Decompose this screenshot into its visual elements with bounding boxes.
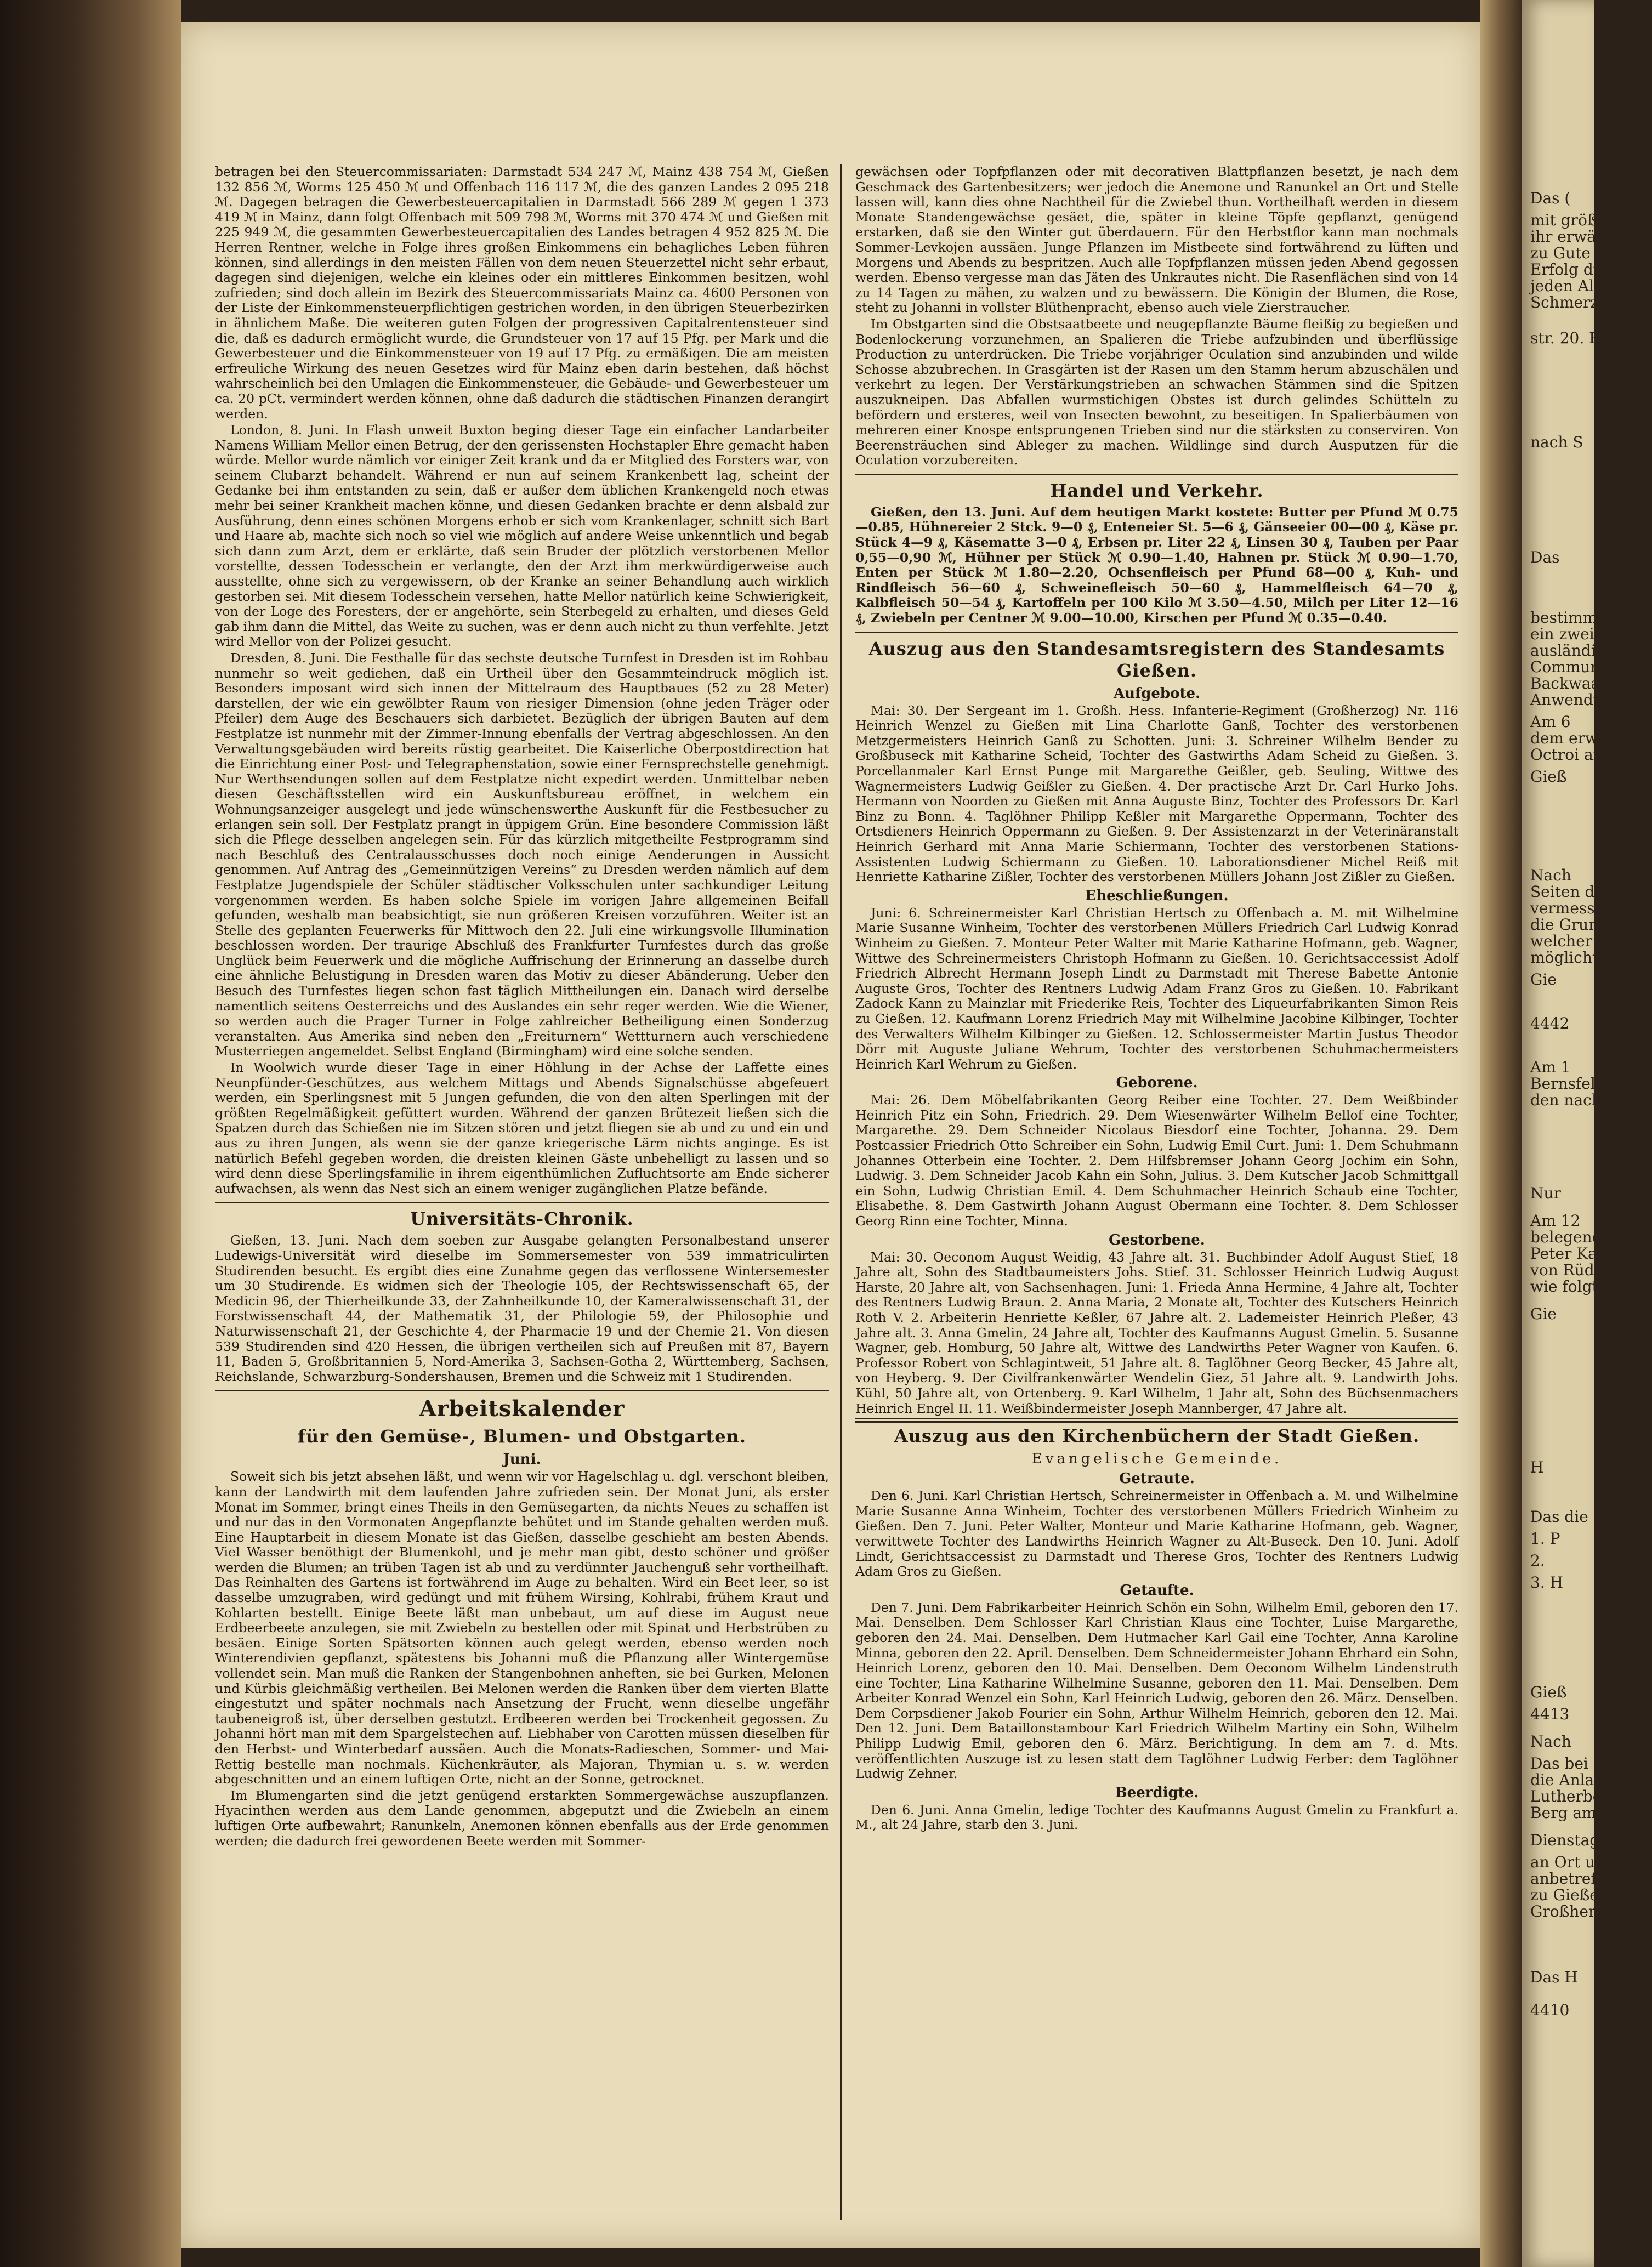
- eheschliessungen-text: Juni: 6. Schreinermeister Karl Christian Hertsch zu Offenbach a. M. mit Wilhelmine Marie Susanne Winheim, Tochter des verstorbenen Müllers Friedrich Carl Ludwig Konrad Winheim zu Gießen. 7. Monteur Peter Walter mit Marie Katharine Hofmann, geb. Wagner, Wittwe des Schreinermeisters Christoph Hofmann zu Gießen. 10. Gerichtsaccessist Adolf Friedrich Albrecht Hermann Joseph Lindt zu Darmstadt mit Therese Babette Antonie Auguste Gros, Tochter des Rentners Ludwig Adam Franz Gros zu Gießen. 10. Fabrikant Zadock Kann zu Mainzlar mit Friederike Reis, Tochter des Liqueurfabrikanten Simon Reis zu Gießen. 12. Kaufmann Lorenz Friedrich May mit Wilhelmine Jacobine Kilbinger, Tochter des Verwalters Wilhelm Kilbinger zu Gießen. 12. Schlossermeister Martin Justus Theodor Dörr mit Auguste Juliane Wehrum, Tochter des verstorbenen Schuhmachermeisters Heinrich Karl Wehrum zu Gießen.: [855, 905, 1458, 1072]
- geborene-text: Mai: 26. Dem Möbelfabrikanten Georg Reiber eine Tochter. 27. Dem Weißbinder Heinrich Pitz ein Sohn, Friedrich. 29. Dem Wiesenwärter Wilhelm Bellof eine Tochter, Margarethe. 29. Dem Schneider Nicolaus Biesdorf eine Tochter, Johanna. 29. Dem Postcassier Friedrich Otto Schreiber ein Sohn, Ludwig Emil Curt. Juni: 1. Dem Schuhmann Johannes Otterbein eine Tochter. 2. Dem Hilfsbremser Johann Georg Jochim ein Sohn, Ludwig. 3. Dem Schneider Jacob Kahn ein Sohn, Julius. 3. Dem Kutscher Jacob Schmittgall ein Sohn, Ludwig Christian Emil. 4. Dem Schuhmacher Heinrich Schaub eine Tochter, Elisabethe. 8. Dem Gastwirth Johann August Obermann eine Tochter. 8. Dem Schlosser Georg Rinn eine Tochter, Minna.: [855, 1092, 1458, 1229]
- adjacent-page-fragment: den nachverze: [1530, 1091, 1644, 1109]
- eheschliessungen-heading: Eheschließungen.: [1085, 887, 1229, 904]
- adjacent-page-fragment: 4413: [1530, 1705, 1570, 1723]
- markt-preise: Gießen, den 13. Juni. Auf dem heutigen Markt kostete: Butter per Pfund ℳ 0.75—0.85, Hühnereier 2 Stck. 9—0 ₰, Enteneier St. 5—6 ₰, Gänseeier 00—00 ₰, Käse pr. Stück 4—9 ₰, Käsematte 3—0 ₰, Erbsen pr. Liter 22 ₰, Linsen 30 ₰, Tauben per Paar 0,55—0,90 ℳ, Hühner per Stück ℳ 0.90—1.40, Hahnen pr. Stück ℳ 0.90—1.70, Enten per Stück ℳ 1.80—2.20, Ochsenfleisch per Pfund 68—00 ₰, Kuh- und Rindfleisch 56—60 ₰, Schweinefleisch 50—60 ₰, Hammelfleisch 64—70 ₰, Kalbfleisch 50—54 ₰, Kartoffeln per 100 Kilo ℳ 3.50—4.50, Milch per Liter 12—16 ₰, Zwiebeln per Centner ℳ 9.00—10.00, Kirschen per Pfund ℳ 0.35—0.40.: [855, 504, 1458, 626]
- adjacent-page-fragment: Bernsfeld wo: [1530, 1075, 1633, 1093]
- adjacent-page-fragment: Schmerz des: [1530, 293, 1630, 311]
- adjacent-page-fragment: an Ort und: [1530, 1853, 1615, 1871]
- adjacent-page-fragment: str. 20. P: [1530, 329, 1599, 347]
- adjacent-page-fragment: 4410: [1530, 2001, 1570, 2019]
- getaufte-text: Den 7. Juni. Dem Fabrikarbeiter Heinrich Schön ein Sohn, Wilhelm Emil, geboren den 17. Mai. Denselben. Dem Schlosser Karl Christian Klaus eine Tochter, Luise Margarethe, geboren den 24. Mai. Denselben. Dem Hutmacher Karl Gail eine Tochter, Anna Karoline Minna, geboren den 22. April. Denselben. Dem Schneidermeister Johann Ehrhard ein Sohn, Heinrich Lorenz, geboren den 10. Mai. Denselben. Dem Oeconom Wilhelm Lindenstruth eine Tochter, Lina Katharine Wilhelmine Susanne, geboren den 11. Mai. Denselben. Dem Arbeiter Konrad Wenzel ein Sohn, Karl Heinrich Ludwig, geboren den 26. März. Denselben. Dem Corpsdiener Jakob Fourier ein Sohn, Arthur Wilhelm Heinrich, geboren den 12. Mai. Den 12. Juni. Dem Bataillonstambour Karl Friedrich Wilhelm Martiny ein Sohn, Wilhelm Philipp Ludwig Emil, geboren den 6. März. Berichtigung. In dem am 7. d. Mts. veröffentlichten Auszuge ist zu lesen statt dem Taglöhner Ludwig Ferber: dem Taglöhner Ludwig Zehner.: [855, 1599, 1458, 1782]
- adjacent-page-fragment: Gie: [1530, 1305, 1557, 1323]
- arbeitskalender-heading: Arbeitskalender: [419, 1396, 625, 1422]
- geborene-heading: Geborene.: [1116, 1075, 1198, 1092]
- gestorbene-heading: Gestorbene.: [1109, 1231, 1205, 1248]
- adjacent-page-fragment: nach S: [1530, 433, 1583, 451]
- adjacent-page-fragment: Erfolg durch: [1530, 260, 1629, 279]
- left-column: [215, 164, 829, 1850]
- adjacent-page-fragment: Großherzogl: [1530, 1902, 1628, 1921]
- adjacent-page-fragment: Anwendung: [1530, 691, 1623, 709]
- standesamt-heading: Auszug aus den Standesamtsregistern des Standesamts Gießen.: [868, 638, 1445, 681]
- beerdigte-heading: Beerdigte.: [1115, 1784, 1199, 1801]
- gestorbene-text: Mai: 30. Oeconom August Weidig, 43 Jahre alt. 31. Buchbinder Adolf August Stief, 18 Jahre alt, Sohn des Stadtbaumeisters Johs. Stief. 31. Schlosser Heinrich Ludwig August Harste, 20 Jahre alt, von Sachsenhagen. Juni: 1. Frieda Anna Hermine, 4 Jahre alt, Tochter des Rentners Ludwig Braun. 2. Anna Maria, 2 Monate alt, Tochter des Kutschers Heinrich Roth V. 2. Arbeiterin Henriette Keßler, 67 Jahre alt. 2. Lademeister Heinrich Pleßer, 43 Jahre alt. 3. Anna Gmelin, 24 Jahre alt, Tochter des Kaufmanns August Gmelin. 5. Susanne Wagner, geb. Homburg, 50 Jahre alt, Wittwe des Landwirths Peter Wagner von Kaufen. 6. Professor Robert von Schlagintweit, 51 Jahre alt. 8. Taglöhner Georg Becker, 45 Jahre alt, von Heyberg. 9. Der Civilfrankenwärter Wendelin Giez, 51 Jahre alt. 9. Landwirth Johs. Kühl, 50 Jahre alt, von Ortenberg. 9. Karl Wilhelm, 1 Jahr alt, Sohn des Büchsenmachers Heinrich Engel II. 11. Weißbindermeister Joseph Mannberger, 47 Jahre alt.: [855, 1249, 1458, 1416]
- arbeitskalender-text-2: Im Blumengarten sind die jetzt genügend erstarkten Sommergewächse auszupflanzen. Hyacinthen werden aus dem Lande genommen, abgeputzt und die Zwiebeln an einem luftigen Orte aufbewahrt; Ranunkeln, Anemonen können ebenfalls aus der Erde genommen werden; die dadurch frei gewordenen Beete werden mit Sommer-: [215, 1787, 829, 1849]
- adjacent-page-fragment: belegenen Fe: [1530, 1228, 1635, 1246]
- evangelische-gemeinde-heading: Evangelische Gemeinde.: [1031, 1451, 1282, 1468]
- woolwich-article: In Woolwich wurde dieser Tage in einer Höhlung in der Achse der Laffette eines Neunpfünder-Geschützes, aus welchem Mittags und Abends Signalschüsse abgefeuert werden, ein Sperlingsnest mit 5 Jungen gefunden, die von den alten Sperlingen mit der größten Regelmäßigkeit gefüttert wurden. Während der ganzen Brütezeit ließen sich die Spatzen durch das Schießen nie im Sitzen stören und jetzt fliegen sie ab und zu und ein und aus zu ihren Jungen, als wenn sie der ganze kriegerische Lärm nichts anginge. Es ist natürlich Befehl gegeben worden, die dreisten kleinen Gäste unbehelligt zu lassen und so wird denn diese Sperlingsfamilie in ihrem eigenthümlichen Zufluchtsorte am Ende sicherer aufwachsen, als wenn das Nest sich an einem weniger zugänglichen Platze befände.: [215, 1060, 829, 1196]
- adjacent-page-fragment: Am 6: [1530, 713, 1571, 731]
- adjacent-page-fragment: Backwaaren,: [1530, 674, 1632, 692]
- adjacent-page-fragment: 4442: [1530, 1014, 1570, 1032]
- adjacent-page-fragment: Am 1: [1530, 1058, 1571, 1076]
- garden-continuation: gewächsen oder Topfpflanzen oder mit decorativen Blattpflanzen besetzt, je nach dem Geschmack des Gartenbesitzers; wer jedoch die Anemone und Ranunkel an Ort und Stelle lassen will, kann dies ohne Nachtheil für die Zwiebel thun. Vortheilhaft werden in diesem Monate Standengewächse gesäet, die, später in kleine Töpfe gepflanzt, genügend erstarken, daß sie den Winter gut überdauern. Für den Herbstflor kann man nochmals Sommer-Levkojen aussäen. Junge Pflanzen im Mistbeete sind fortwährend zu lüften und Morgens und Abends zu bespritzen. Auch alle Topfpflanzen müssen jeden Abend gegossen werden. Ebenso vergesse man das Jäten des Unkrautes nicht. Die Rasenflächen sind von 14 zu 14 Tagen zu mähen, zu walzen und zu bewässern. Die Königin der Blumen, die Rose, steht zu Johanni in vollster Blüthenpracht, ebenso auch viele Zierstraucher.: [855, 164, 1458, 316]
- section-rule: [215, 1202, 829, 1203]
- right-column: [855, 164, 1458, 1834]
- adjacent-page-fragment: Berg am De: [1530, 1804, 1623, 1822]
- adjacent-page-fragment: möglicht er: [1530, 948, 1620, 967]
- adjacent-page-fragment: Das die: [1530, 1508, 1588, 1526]
- section-rule: [855, 1418, 1458, 1419]
- adjacent-page-fragment: vermessungs: [1530, 899, 1632, 917]
- adjacent-page-fragment: Seiten des: [1530, 883, 1612, 901]
- adjacent-page-fragment: Lutherberg,: [1530, 1787, 1624, 1805]
- universitaets-chronik-heading: Universitäts-Chronik.: [410, 1208, 634, 1230]
- universitaets-chronik-text: Gießen, 13. Juni. Nach dem soeben zur Ausgabe gelangten Personalbestand unserer Ludewigs-Universität wird dieselbe im Sommersemester von 539 immatriculirten Studirenden besucht. Es ergibt dies eine Zunahme gegen das verflossene Wintersemester um 30 Studirende. Es widmen sich der Theologie 105, der Rechtswissenschaft 65, der Medicin 96, der Thierheilkunde 33, der Zahnheilkunde 10, der Kameralwissenschaft 31, der Forstwissenschaft 44, der Mathematik 31, der Philologie 59, der Philosophie und Naturwissenschaft 21, der Geschichte 4, der Pharmacie 19 und der Chemie 21. Von diesen 539 Studirenden sind 420 Hessen, die übrigen vertheilen sich auf Preußen mit 87, Bayern 11, Baden 5, Großbritannien 5, Nord-Amerika 3, Sachsen-Gotha 2, Württemberg, Sachsen, Reichslande, Schwarzburg-Sondershausen, Bremen und die Schweiz mit 1 Studirenden.: [215, 1232, 829, 1384]
- adjacent-page-fragment: Das: [1530, 548, 1560, 566]
- section-rule: [855, 474, 1458, 475]
- adjacent-page-fragment: die Grund: [1530, 916, 1609, 934]
- arbeitskalender-month: Juni.: [503, 1451, 541, 1468]
- adjacent-page-fragment: Dienstag: [1530, 1831, 1600, 1849]
- adjacent-page-fragment: bestimmt, be: [1530, 609, 1632, 627]
- adjacent-page-fragment: Das H: [1530, 1968, 1578, 1986]
- adjacent-page-fragment: Nach: [1530, 866, 1571, 884]
- adjacent-page-fragment: Nach: [1530, 1732, 1571, 1751]
- adjacent-page-fragment: ausländischen: [1530, 641, 1642, 660]
- adjacent-page-fragment: mit größter: [1530, 211, 1620, 229]
- adjacent-page-edge: [1522, 0, 1652, 2267]
- getraute-text: Den 6. Juni. Karl Christian Hertsch, Schreinermeister in Offenbach a. M. und Wilhelmine Marie Susanne Anna Winheim, Tochter des verstorbenen Müllers Friedrich Winheim zu Gießen. Den 7. Juni. Peter Walter, Monteur und Marie Katharine Hofmann, geb. Wagner, verwittwete Tochter des Landwirths Heinrich Wagner zu Alt-Buseck. Den 10. Juni. Adolf Lindt, Gerichtsaccessist zu Darmstadt und Therese Gros, Tochter des Rentners Ludwig Adam Gros zu Gießen.: [855, 1488, 1458, 1579]
- getraute-heading: Getraute.: [1119, 1470, 1195, 1487]
- obstgarten-text: Im Obstgarten sind die Obstsaatbeete und neugepflanzte Bäume fleißig zu begießen und Bodenlockerung vorzunehmen, an Spalieren die Triebe aufzubinden und überflüssige Production zu unterdrücken. Die Triebe vorjähriger Oculation sind anzubinden und wilde Schosse abzubrechen. In Grasgärten ist der Rasen um den Stamm herum abzuschälen und verkehrt zu legen. Der Verstärkungstrieben an schwachen Stämmen sind die Spitzen auszukneipen. Das Abfallen wurmstichigen Obstes ist durch gelindes Schütteln zu befördern und ersteres, weil von Insecten bewohnt, zu beseitigen. In Spalierbäumen von mehreren einer Knospe entsprungenen Trieben sind nur die stärksten zu conserviren. Von Beerensträuchen sind Ableger zu machen. Wildlinge sind durch Ausputzen für die Oculation vorzubereiten.: [855, 316, 1458, 468]
- adjacent-page-fragment: zu Gute gek: [1530, 244, 1624, 262]
- section-rule: [215, 1390, 829, 1391]
- arbeitskalender-text-1: Soweit sich bis jetzt absehen läßt, und wenn wir vor Hagelschlag u. dgl. verschont bleiben, kann der Landwirth mit dem laufenden Jahre zufrieden sein. Der Monat Juni, als erster Monat im Sommer, bringt eines Theils in den Gemüsegarten, da nichts Neues zu schaffen ist und nur das in den Vormonaten Angepflanzte behütet und im Stande gehalten werden muß. Eine Hauptarbeit in diesem Monate ist das Gießen, dasselbe geschieht am besten Abends. Viel Wasser benöthigt der Blumenkohl, und je mehr man gibt, desto schöner und größer werden die Blumen; an trüben Tagen ist ab und zu verdünnter Jauchenguß sehr vortheilhaft. Das Reinhalten des Gartens ist fortwährend im Auge zu behalten. Wird ein Beet leer, so ist dasselbe umzugraben, wird gedüngt und mit frühem Wirsing, Kohlrabi, frühem Kraut und Kohlarten bestellt. Einige Beete läßt man unbebaut, um auf diese im August neue Erdbeerbeete anzulegen, sie mit Zwiebeln zu bestellen oder mit Spinat und Herbstrüben zu besäen. Einige Sorten Spätsorten können auch gelegt werden, ebenso werden noch Winterendivien gepflanzt, spätestens bis Johanni muß die Pflanzung aller Wintergemüse vollendet sein. Man muß die Ranken der Stangenbohnen anheften, sie bei Gurken, Melonen und Kürbis gleichmäßig vertheilen. Bei Melonen werden die Ranken über dem vierten Blatte eingestutzt und später nochmals nach Ansetzung der Frucht, wenn dieselbe ungefähr taubeneigroß ist, über derselben gestutzt. Erdbeeren werden bei Trockenheit gegossen. Zu Johanni hört man mit dem Spargelstechen auf. Liebhaber von Carotten müssen dieselben für den Herbst- und Winterbedarf aussäen. Auch die Monats-Radieschen, Sommer- und Mai-Rettig bestelle man nochmals. Küchenkräuter, als Majoran, Thymian u. s. w. werden abgeschnitten und an einem luftigen Orte, nicht an der Sonne, getrocknet.: [215, 1469, 829, 1787]
- adjacent-page-fragment: H: [1530, 1458, 1544, 1476]
- column-divider: [840, 164, 842, 2220]
- adjacent-page-fragment: ihr erwähnt: [1530, 228, 1622, 246]
- adjacent-page-fragment: zu Gießen: [1530, 1886, 1609, 1904]
- adjacent-page-fragment: von Rüddin: [1530, 1261, 1619, 1279]
- adjacent-page-fragment: welcher Ein: [1530, 932, 1623, 950]
- page-gutter: [1480, 0, 1522, 2267]
- adjacent-page-fragment: Gieß: [1530, 768, 1567, 786]
- beerdigte-text: Den 6. Juni. Anna Gmelin, ledige Tochter des Kaufmanns August Gmelin zu Frankfurt a. M., alt 24 Jahre, starb den 3. Juni.: [855, 1802, 1458, 1833]
- adjacent-page-fragment: dem erwähnten: [1530, 729, 1652, 747]
- adjacent-page-fragment: Gie: [1530, 970, 1557, 988]
- adjacent-page-fragment: wie folgt ke: [1530, 1277, 1622, 1296]
- adjacent-page-fragment: Das bei: [1530, 1754, 1588, 1772]
- adjacent-page-fragment: Nur: [1530, 1184, 1561, 1202]
- adjacent-page-fragment: Communen: [1530, 658, 1620, 676]
- adjacent-page-fragment: Gieß: [1530, 1683, 1567, 1701]
- dresden-article: Dresden, 8. Juni. Die Festhalle für das sechste deutsche Turnfest in Dresden ist im Rohbau nunmehr so weit gediehen, daß ein Urtheil über den Gesammteindruck möglich ist. Besonders imposant wird sich innen der Mittelraum des Hauptbaues (52 zu 28 Meter) darstellen, der wie ein gewölbter Raum von riesiger Dimension (ohne jeden Träger oder Pfeiler) dem Auge des Beschauers sich darbietet. Bezüglich der übrigen Bauten auf dem Festplatze ist nunmehr mit der Zimmer-Innung ebenfalls der Vertrag abgeschlossen. An den Verwaltungsgebäuden wird bereits rüstig gearbeitet. Die Kaiserliche Oberpostdirection hat die Einrichtung einer Post- und Telegraphenstation, sowie einer Fernsprechstelle genehmigt. Nur Werthsendungen sollen auf dem Festplatze nicht expedirt werden. Unmittelbar neben diesen Geschäftsstellen wird ein Auskunftsbureau eröffnet, in welchem ein Wohnungsanzeiger ausgelegt und jede wünschenswerthe Auskunft für die Festbesucher zu erlangen sein soll. Der Festplatz prangt in üppigem Grün. Eine besondere Commission läßt sich die Pflege desselben angelegen sein. Für das kürzlich mitgetheilte Festprogramm sind nach Beschluß des Centralausschusses doch noch einige Aenderungen in Aussicht genommen. Auf Antrag des „Gemeinnützigen Vereins“ zu Dresden werden nämlich auf dem Festplatze Jugendspiele der Schüler städtischer Volksschulen unter sachkundiger Leitung vorgenommen werden. Es haben solche Spiele im vorigen Jahre allgemeinen Beifall gefunden, weshalb man beabsichtigt, sie nun größeren Kreisen vorzuführen. Weiter ist an Stelle des geplanten Feuerwerks für Mittwoch den 22. Juli eine wirkungsvolle Illumination beschlossen worden. Der traurige Abschluß des Frankfurter Turnfestes durch das große Unglück beim Feuerwerk und die mögliche Auffrischung der Erinnerung an dasselbe durch eine ähnliche Belustigung in Dresden waren das Motiv zu dieser Abänderung. Ueber den Besuch des Turnfestes liegen schon fast täglich Mittheilungen ein. Danach wird derselbe namentlich seitens Oesterreichs und des Auslandes ein sehr reger werden. Wie die Wiener, so werden auch die Prager Turner in Folge zahlreicher Betheiligung einen Sonderzug veranstalten. Aus Amerika sind neben den „Freiturnern“ Wettturnern auch verschiedene Musterriegen angemeldet. Selbst England (Birmingham) wird eine solche senden.: [215, 650, 829, 1059]
- kirchenbuecher-heading: Auszug aus den Kirchenbüchern der Stadt Gießen.: [894, 1425, 1420, 1447]
- section-rule: [855, 632, 1458, 633]
- getaufte-heading: Getaufte.: [1120, 1582, 1194, 1599]
- handel-heading: Handel und Verkehr.: [1050, 480, 1264, 501]
- aufgebote-text: Mai: 30. Der Sergeant im 1. Großh. Hess. Infanterie-Regiment (Großherzog) Nr. 116 Heinrich Wenzel zu Gießen mit Lina Charlotte Ganß, Tochter des verstorbenen Metzgermeisters Heinrich Ganß zu Schotten. Juni: 3. Schreiner Wilhelm Bender zu Großbuseck mit Katharine Scheid, Tochter des Gastwirths Adam Scheid zu Gießen. 3. Porcellanmaler Karl Ernst Punge mit Margarethe Geißler, geb. Seuling, Wittwe des Wagnermeisters Ludwig Geißler zu Gießen. 4. Der practische Arzt Dr. Carl Hurko Johs. Hermann von Noorden zu Gießen mit Anna Auguste Binz, Tochter des Professors Dr. Karl Binz zu Bonn. 4. Taglöhner Philipp Keßler mit Margarethe Oppermann, Tochter des Ortsdieners Heinrich Oppermann zu Gießen. 9. Der Assistenzarzt in der Veterinäranstalt Heinrich Gerhard mit Anna Marie Schiermann, Tochter des verstorbenen Stations-Assistenten Ludwig Schiermann zu Gießen. 10. Laborationsdiener Michel Reiß mit Henriette Katharine Zißler, Tochter des verstorbenen Müllers Johann Jost Zißler zu Gießen.: [855, 702, 1458, 885]
- adjacent-page-fragment: 3. H: [1530, 1573, 1564, 1592]
- section-rule: [855, 1421, 1458, 1423]
- adjacent-page-fragment: Peter Kaiser: [1530, 1245, 1627, 1263]
- adjacent-page-fragment: anbetreffend: [1530, 1870, 1631, 1888]
- adjacent-page-fragment: 2.: [1530, 1552, 1545, 1570]
- adjacent-page-fragment: Am 12: [1530, 1212, 1581, 1230]
- adjacent-page-fragment: ein zweites: [1530, 625, 1617, 643]
- book-spine: [0, 0, 181, 2267]
- aufgebote-heading: Aufgebote.: [1113, 685, 1201, 702]
- adjacent-page-fragment: 1. P: [1530, 1530, 1560, 1548]
- adjacent-page-fragment: Octroi am G: [1530, 746, 1625, 764]
- steuer-article: betragen bei den Steuercommissariaten: Darmstadt 534 247 ℳ, Mainz 438 754 ℳ, Gießen 132 856 ℳ, Worms 125 450 ℳ und Offenbach 116 117 ℳ, die des ganzen Landes 2 095 218 ℳ. Dagegen betragen die Gewerbesteuercapitalien in Darmstadt 566 289 ℳ gegen 1 373 419 ℳ in Mainz, dann folgt Offenbach mit 509 798 ℳ, Worms mit 370 474 ℳ und Gießen mit 225 949 ℳ, die gesammten Gewerbesteuercapitalien des Landes betragen 4 952 825 ℳ. Die Herren Rentner, welche in Folge ihres großen Einkommens ein behagliches Leben führen können, sind allerdings in den meisten Fällen von dem neuen Steuerzettel nicht sehr erbaut, dagegen sind diejenigen, welche ein kleines oder ein mittleres Einkommen besitzen, wohl zufrieden; sind doch allein im Bezirk des Steuercommissariats Mainz ca. 4600 Personen von der Liste der Einkommensteuerpflichtigen gestrichen worden, in den übrigen Steuerbezirken in ähnlichem Maße. Die weiteren guten Folgen der progressiven Capitalrentensteuer sind die, daß es dadurch ermöglicht wurde, die Grundsteuer von 17 auf 15 Pfg. per Mark und die Gewerbesteuer und die Einkommensteuer von 19 auf 17 Pfg. zu ermäßigen. Die am meisten erfreuliche Wirkung des neuen Gesetzes wird für Mainz eben darin bestehen, daß höchst wahrscheinlich bei den Umlagen die Einkommensteuer, die Gebäude- und Gewerbesteuer um ca. 20 pCt. vermindert werden können, ohne daß dadurch die städtischen Finanzen derangirt werden.: [215, 164, 829, 422]
- arbeitskalender-subheading: für den Gemüse-, Blumen- und Obstgarten.: [298, 1426, 746, 1447]
- adjacent-page-fragment: Das (: [1530, 189, 1571, 207]
- london-article: London, 8. Juni. In Flash unweit Buxton beging dieser Tage ein einfacher Landarbeiter Namens William Mellor einen Betrug, der den gerissensten Hochstapler Ehre gemacht haben würde. Mellor wurde nämlich vor einiger Zeit krank und da er Mitglied des Forsters war, von seinem Clubarzt behandelt. Während er nun auf seinem Krankenbett lag, scheint der Gedanke bei ihm entstanden zu sein, daß er außer dem üblichen Krankengeld noch etwas mehr bei seiner Krankheit machen könne, und diesen Gedanken brachte er denn alsbald zur Ausführung, denn eines schönen Morgens erhob er sich vom Krankenlager, schnitt sich Bart und Haare ab, machte sich noch so viel wie möglich auf andere Weise unkenntlich und begab sich dann zum Arzt, dem er erklärte, daß sein Bruder der plötzlich verstorbenen Mellor vorstellte, dessen Todesschein er verlangte, den der Arzt ihm merkwürdigerweise auch ausstellte, ohne sich zu vergewissern, ob der Kranke an seiner Behandlung auch wirklich gestorben sei. Mit diesem Todesschein versehen, hatte Mellor natürlich keine Schwierigkeit, von der Loge des Foresters, der er angehörte, sein Sterbegeld zu erhalten, und dieses Geld gab ihm dann die Mittel, das Weite zu suchen, was er denn auch nicht zu thun verfehlte. Jetzt wird Mellor von der Polizei gesucht.: [215, 422, 829, 650]
- adjacent-page-fragment: die Anlagen: [1530, 1771, 1623, 1789]
- adjacent-page-fragment: jeden Alters: [1530, 277, 1625, 295]
